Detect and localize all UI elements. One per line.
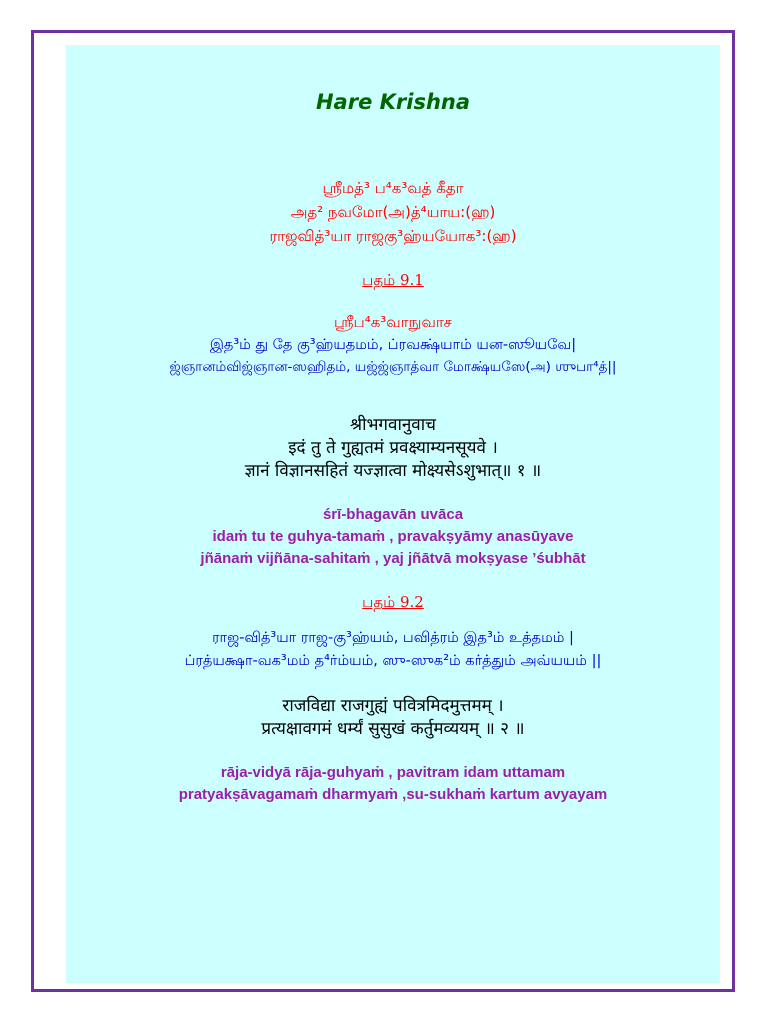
verse-1-sanskrit-line-1: इदं तु ते गुह्यतमं प्रवक्ष्याम्यनसूयवे ।	[288, 438, 498, 458]
verse-1-sanskrit-line-2: ज्ञानं विज्ञानसहितं यज्ज्ञात्वा मोक्ष्यसेऽशुभात्॥ १ ॥	[244, 461, 542, 481]
chapter-heading-line-3: ராஜவித்³யா ராஜகு³ஹ்யயோக³:(ஹ)	[269, 227, 517, 245]
chapter-heading-line-1: ஶ்ரீமத்³ ப⁴க³வத் கீதா	[322, 179, 464, 197]
verse-1-tamil-line-1: இத³ம் து தே கு³ஹ்யதமம், ப்ரவக்ஷ்யாம் யன-ஸூயவே|	[209, 337, 577, 353]
verse-1-tamil-speaker: ஶ்ரீப⁴க³வாநுவாச	[334, 313, 452, 331]
verse-2-tamil-line-1: ராஜ-வித்³யா ராஜ-கு³ஹ்யம், பவித்ரம் இத³ம் உத்தமம் |	[212, 630, 574, 646]
verse-1-transliteration-line-1: idaṁ tu te guhya-tamaṁ , pravakṣyāmy anasūyave	[212, 528, 574, 545]
page-title: Hare Krishna	[315, 90, 471, 114]
verse-1-transliteration-speaker: śrī-bhagavān uvāca	[322, 506, 464, 523]
verse-2-transliteration-line-1: rāja-vidyā rāja-guhyaṁ , pavitram idam uttamam	[220, 764, 566, 781]
verse-2-tamil-line-2: ப்ரத்யக்ஷா-வக³மம் த⁴ர்ம்யம், ஸு-ஸுக²ம் கர்த்தும் அவ்யயம் ||	[184, 653, 602, 669]
chapter-heading-line-2: அத² நவமோ(அ)த்⁴யாய:(ஹ)	[290, 203, 496, 221]
verse-2-sanskrit-line-1: राजविद्या राजगुह्यं पवित्रमिदमुत्तमम् ।	[282, 696, 504, 716]
verse-1-tamil-line-2: ஜ்ஞானம்விஜ்ஞான-ஸஹிதம், யஜ்ஜ்ஞாத்வா மோக்ஷ்யஸே(அ) ஶுபா⁴த்||	[169, 359, 617, 375]
content-panel	[66, 45, 720, 983]
verse-2-transliteration-line-2: pratyakṣāvagamaṁ dharmyaṁ ,su-sukhaṁ kartum avyayam	[178, 786, 608, 803]
verse-1-sanskrit-speaker: श्रीभगवानुवाच	[350, 415, 436, 435]
verse-1-transliteration-line-2: jñānaṁ vijñāna-sahitaṁ , yaj jñātvā mokṣyase ’śubhāt	[200, 550, 586, 567]
verse-2-label: பதம் 9.2	[362, 593, 424, 611]
verse-1-label: பதம் 9.1	[362, 271, 424, 289]
verse-2-sanskrit-line-2: प्रत्यक्षावगमं धर्म्यं सुसुखं कर्तुमव्ययम् ॥ २ ॥	[261, 719, 525, 739]
